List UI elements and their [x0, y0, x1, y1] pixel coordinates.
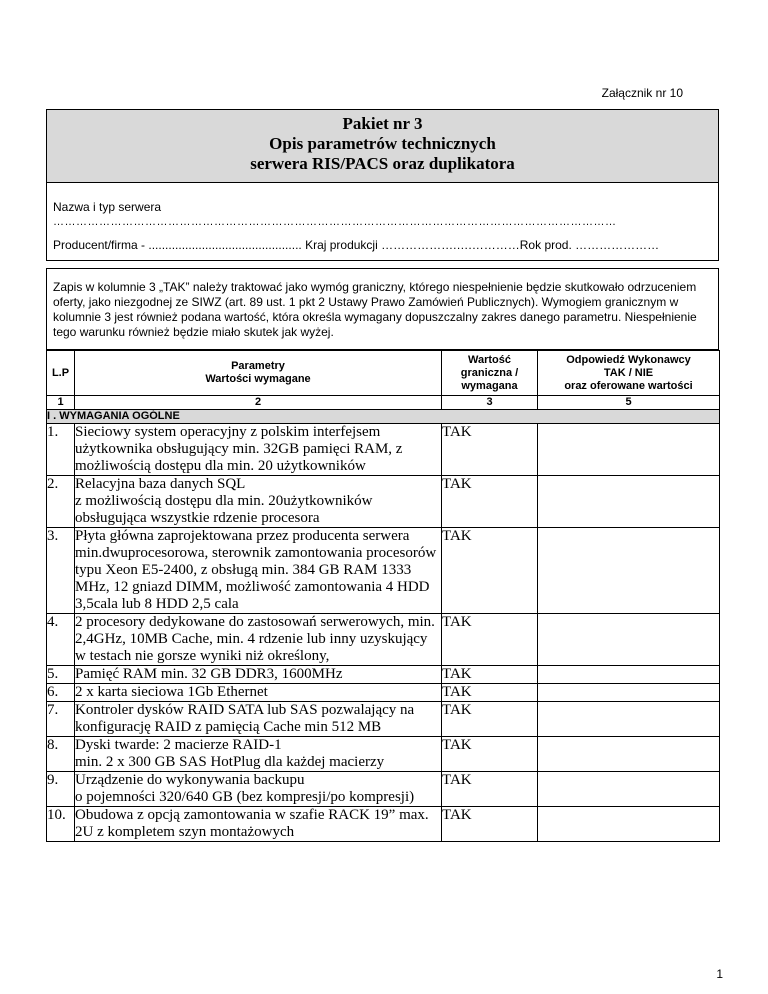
row-number: 9.	[47, 772, 75, 807]
requirement-rows	[47, 424, 720, 842]
row-answer-cell[interactable]	[538, 772, 720, 807]
row-description-line: min. 2 x 300 GB SAS HotPlug dla każdej macierzy	[75, 754, 385, 770]
row-description	[75, 614, 442, 666]
server-name-label: Nazwa i typ serwera	[53, 200, 162, 214]
row-description-line: Sieciowy system operacyjny z polskim interfejsem użytkownika obsługujący min. 32GB pamięci RAM, z możliwością dostępu dla min. 20 użytkowników	[75, 424, 403, 474]
table-row	[47, 684, 720, 702]
row-number: 6.	[47, 684, 75, 702]
table-row	[47, 807, 720, 842]
table-header-row	[47, 351, 720, 396]
header-lp: L.P	[47, 351, 75, 396]
column-number: 5	[538, 396, 720, 410]
row-description-line: Dyski twarde: 2 macierze RAID-1	[75, 737, 282, 753]
table-row	[47, 528, 720, 614]
document-title	[46, 109, 719, 183]
row-description	[75, 476, 442, 528]
header-answer-line-3: oraz oferowane wartości	[564, 379, 693, 392]
row-description-line: o pojemności 320/640 GB (bez kompresji/po kompresji)	[75, 789, 415, 805]
table-row	[47, 614, 720, 666]
row-description	[75, 702, 442, 737]
title-line-3: serwera RIS/PACS oraz duplikatora	[250, 154, 515, 173]
requirement-notice: Zapis w kolumnie 3 „TAK” należy traktować jako wymóg graniczny, którego niespełnienie będzie skutkowało odrzuceniem oferty, jako niezgodnej ze SIWZ (art. 89 ust. 1 pkt 2 Ustawy Prawo Zamówień Publicznych). Wymogiem granicznym w kolumnie 3 jest również podana wartość, która określa wymagany dopuszczalny zakres danego parametru. Niespełnienie tego warunku również będzie miało skutek jak wyżej.	[46, 268, 719, 350]
row-description-line: Obudowa z opcją zamontowania w szafie RACK 19” max. 2U z kompletem szyn montażowych	[75, 807, 429, 840]
row-answer-cell[interactable]	[538, 684, 720, 702]
row-number: 1.	[47, 424, 75, 476]
row-description	[75, 424, 442, 476]
row-description	[75, 772, 442, 807]
server-name-dots: …………………………………………………………………………………………………………………………………	[53, 216, 617, 228]
column-number: 1	[47, 396, 75, 410]
page-number: 1	[716, 967, 723, 981]
row-limit-value: TAK	[442, 684, 538, 702]
server-info-section	[46, 183, 719, 261]
column-number-row	[47, 396, 720, 410]
row-number: 3.	[47, 528, 75, 614]
row-answer-cell[interactable]	[538, 476, 720, 528]
row-description	[75, 684, 442, 702]
section-title: I . WYMAGANIA OGÓLNE	[47, 410, 720, 424]
row-description-line: Pamięć RAM min. 32 GB DDR3, 1600MHz	[75, 666, 343, 682]
table-row	[47, 737, 720, 772]
row-limit-value: TAK	[442, 737, 538, 772]
row-limit-value: TAK	[442, 666, 538, 684]
header-parameters	[75, 351, 442, 396]
row-answer-cell[interactable]	[538, 424, 720, 476]
row-description-line: z możliwością dostępu dla min. 20użytkowników obsługująca wszystkie rdzenie procesora	[75, 493, 373, 526]
row-limit-value: TAK	[442, 424, 538, 476]
row-limit-value: TAK	[442, 772, 538, 807]
row-limit-value: TAK	[442, 476, 538, 528]
row-description	[75, 807, 442, 842]
parameters-table	[46, 350, 720, 842]
header-limit-line-1: Wartość	[468, 353, 511, 366]
row-answer-cell[interactable]	[538, 614, 720, 666]
row-description-line: Płyta główna zaprojektowana przez producenta serwera min.dwuprocesorowa, sterownik zamontowania procesorów typu Xeon E5-2400, z obsługą min. 384 GB RAM 1333 MHz, 12 gniazd DIMM, możliwość zamontowania 4 HDD 3,5cala lub 8 HDD 2,5 cala	[75, 528, 437, 612]
header-limit-value	[442, 351, 538, 396]
table-row	[47, 476, 720, 528]
header-parameters-line-1: Parametry	[231, 360, 285, 372]
title-line-2: Opis parametrów technicznych	[269, 134, 496, 153]
table-row	[47, 772, 720, 807]
row-number: 2.	[47, 476, 75, 528]
row-description-line: Urządzenie do wykonywania backupu	[75, 772, 305, 788]
row-number: 4.	[47, 614, 75, 666]
row-number: 5.	[47, 666, 75, 684]
header-answer-line-1: Odpowiedź Wykonawcy	[566, 353, 691, 366]
attachment-label: Załącznik nr 10	[601, 86, 683, 100]
header-limit-line-2: graniczna /	[460, 366, 519, 379]
row-number: 8.	[47, 737, 75, 772]
row-answer-cell[interactable]	[538, 807, 720, 842]
row-limit-value: TAK	[442, 614, 538, 666]
row-description	[75, 666, 442, 684]
section-row	[47, 410, 720, 424]
table-row	[47, 424, 720, 476]
row-description	[75, 737, 442, 772]
header-answer-line-2: TAK / NIE	[603, 366, 654, 379]
producer-line: Producent/firma - .............................................. Kraj produkcji ……………….….…………Rok prod. …………………	[53, 238, 660, 252]
title-line-1: Pakiet nr 3	[342, 114, 423, 133]
row-limit-value: TAK	[442, 528, 538, 614]
row-description-line: 2 x karta sieciowa 1Gb Ethernet	[75, 684, 268, 700]
row-number: 10.	[47, 807, 75, 842]
header-limit-line-3: wymagana	[461, 379, 518, 392]
row-description-line: Relacyjna baza danych SQL	[75, 476, 246, 492]
row-description-line: 2 procesory dedykowane do zastosowań serwerowych, min. 2,4GHz, 10MB Cache, min. 4 rdzenie lub inny uzyskujący w testach nie gorsze wyniki niż określony,	[75, 614, 435, 664]
row-answer-cell[interactable]	[538, 666, 720, 684]
table-row	[47, 666, 720, 684]
row-answer-cell[interactable]	[538, 702, 720, 737]
row-answer-cell[interactable]	[538, 528, 720, 614]
column-number: 3	[442, 396, 538, 410]
row-limit-value: TAK	[442, 702, 538, 737]
table-row	[47, 702, 720, 737]
header-contractor-answer	[538, 351, 720, 396]
row-description-line: Kontroler dysków RAID SATA lub SAS pozwalający na konfigurację RAID z pamięcią Cache min 512 MB	[75, 702, 415, 735]
row-number: 7.	[47, 702, 75, 737]
header-parameters-line-2: Wartości wymagane	[205, 373, 311, 385]
row-description	[75, 528, 442, 614]
column-number: 2	[75, 396, 442, 410]
row-limit-value: TAK	[442, 807, 538, 842]
row-answer-cell[interactable]	[538, 737, 720, 772]
